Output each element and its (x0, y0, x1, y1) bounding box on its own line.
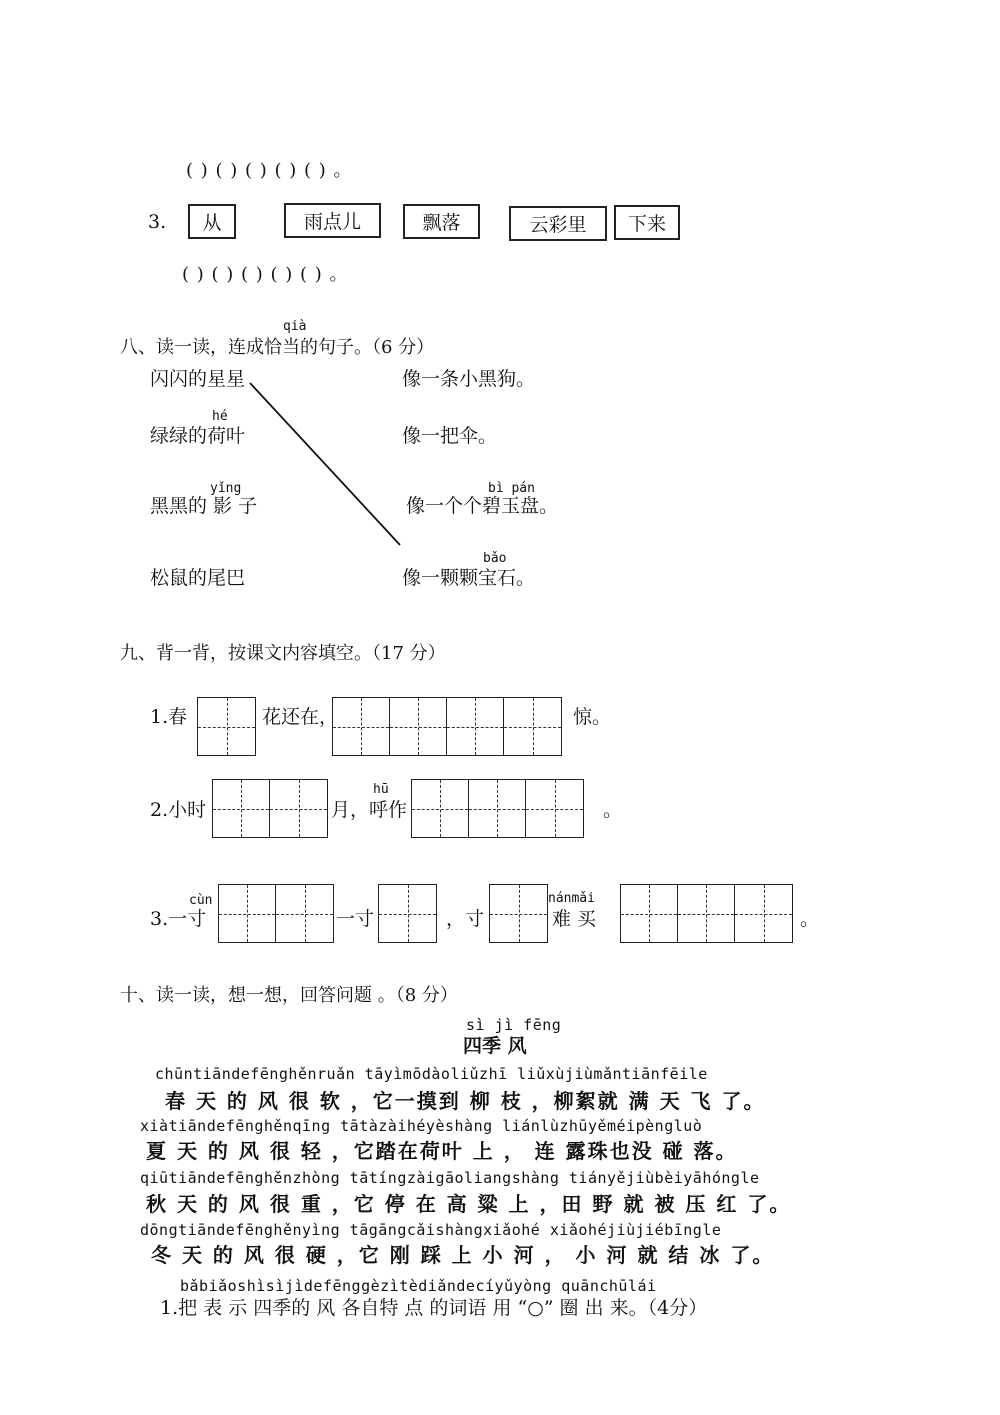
q9-1-grid-a[interactable] (197, 697, 256, 756)
word-card-2[interactable]: 雨点儿 (284, 203, 381, 238)
grid-cell[interactable] (333, 698, 390, 755)
left-item-2-pinyin: hé (212, 409, 228, 424)
left-item-2[interactable]: 绿绿的荷叶 (150, 425, 246, 447)
q9-1-grid-b[interactable] (332, 697, 562, 756)
heading-char-pinyin: qià (283, 319, 307, 334)
grid-cell[interactable] (490, 885, 547, 942)
grid-cell[interactable] (447, 698, 504, 755)
answer-row-1[interactable]: ( ) ( ) ( ) ( ) ( ) 。 (186, 160, 353, 181)
q9-3-grid-c[interactable] (489, 884, 548, 943)
poem-title-pinyin: sì jì fēng (466, 1016, 562, 1034)
q9-3-mid3: 难 买 (552, 908, 597, 930)
poem-line-4: 冬 天 的 风 很 硬 ，它 刚 踩 上 小 河 ， 小 河 就 结 冰 了。 (151, 1243, 775, 1267)
grid-cell[interactable] (621, 885, 678, 942)
section-10-heading: 十、读一读，想一想，回答问题 。（8 分） (120, 985, 458, 1006)
grid-cell[interactable] (526, 780, 583, 837)
right-item-2[interactable]: 像一把伞。 (402, 425, 498, 447)
q9-1-suffix: 惊。 (573, 706, 612, 728)
left-item-3-pinyin: yǐng (210, 481, 242, 496)
q9-2-grid-b[interactable] (411, 779, 584, 838)
left-item-4[interactable]: 松鼠的尾巴 (150, 567, 246, 589)
grid-cell[interactable] (219, 885, 276, 942)
q9-2-suffix: 。 (603, 799, 623, 821)
right-item-3-pinyin: bì pán (488, 481, 535, 496)
q9-3-suffix: 。 (800, 908, 820, 930)
q9-3-grid-a[interactable] (218, 884, 334, 943)
q9-2-middle: 月，呼作 (331, 799, 408, 821)
question-1-pinyin: bǎbiǎoshìsìjìdefēnggèzìtèdiǎndecíyǔyòng quānchūlái (180, 1277, 657, 1295)
q3-label: 3. (148, 211, 167, 233)
question-1: 1.把 表 示 四季的 风 各自特 点 的词语 用 “○” 圈 出 来。（4分） (160, 1297, 708, 1319)
q9-2-middle-pinyin: hū (373, 782, 389, 797)
q9-1-middle: 花还在， (262, 706, 339, 728)
q9-3-mid1: 一寸 (336, 908, 375, 930)
grid-cell[interactable] (213, 780, 270, 837)
q9-3-grid-d[interactable] (620, 884, 793, 943)
poem-line-3: 秋 天 的 风 很 重 ，它 停 在 高 粱 上 ，田 野 就 被 压 红 了。 (146, 1192, 792, 1216)
q9-2-grid-a[interactable] (212, 779, 328, 838)
grid-cell[interactable] (469, 780, 526, 837)
right-item-3[interactable]: 像一个个碧玉盘。 (406, 495, 559, 517)
q9-3-prefix: 3.一寸 (150, 908, 207, 930)
grid-cell[interactable] (412, 780, 469, 837)
poem-line-2: 夏 天 的 风 很 轻 ，它踏在荷叶 上 ， 连 露珠也没 碰 落。 (146, 1139, 738, 1163)
answer-row-2[interactable]: ( ) ( ) ( ) ( ) ( ) 。 (182, 264, 349, 285)
grid-cell[interactable] (379, 885, 436, 942)
left-item-3[interactable]: 黑黑的 影 子 (150, 495, 258, 517)
heading-char: 恰 (264, 337, 282, 358)
q9-3-mid2: ，寸 (446, 908, 485, 930)
q9-3-grid-b[interactable] (378, 884, 437, 943)
q9-3-prefix-pinyin: cùn (189, 893, 213, 908)
grid-cell[interactable] (678, 885, 735, 942)
poem-line-2-pinyin: xiàtiāndefēnghěnqīng tātàzàihéyèshàng liánlùzhūyěméipèngluò (140, 1117, 703, 1135)
word-card-4[interactable]: 云彩里 (509, 206, 607, 241)
heading-pre: 八、读一读，连成 (120, 337, 264, 358)
q9-3-mid3-pinyin: nánmǎi (548, 891, 595, 906)
right-item-4-pinyin: bǎo (483, 551, 507, 566)
poem-title: 四季 风 (463, 1035, 527, 1057)
grid-cell[interactable] (270, 780, 327, 837)
grid-cell[interactable] (390, 698, 447, 755)
section-9-heading: 九、背一背，按课文内容填空。（17 分） (120, 643, 446, 664)
grid-cell[interactable] (276, 885, 333, 942)
heading-post: 当的句子。（6 分） (282, 337, 435, 358)
right-item-4[interactable]: 像一颗颗宝石。 (402, 567, 536, 589)
grid-cell[interactable] (735, 885, 792, 942)
q9-2-prefix: 2.小时 (150, 799, 207, 821)
poem-line-1: 春 天 的 风 很 软 ，它一摸到 柳 枝 ，柳絮就 满 天 飞 了。 (165, 1089, 766, 1113)
word-card-1[interactable]: 从 (188, 204, 236, 239)
grid-cell[interactable] (198, 698, 255, 755)
poem-line-3-pinyin: qiūtiāndefēnghěnzhòng tātíngzàigāoliangshàng tiányějiùbèiyāhóngle (140, 1169, 760, 1187)
word-card-3[interactable]: 飘落 (403, 204, 480, 239)
grid-cell[interactable] (504, 698, 561, 755)
q9-1-prefix: 1.春 (150, 706, 188, 728)
matching-line (250, 383, 400, 545)
poem-line-4-pinyin: dōngtiāndefēnghěnyìng tāgāngcǎishàngxiǎohé xiǎohéjiùjiébīngle (140, 1221, 722, 1239)
left-item-1[interactable]: 闪闪的星星 (150, 368, 246, 390)
poem-line-1-pinyin: chūntiāndefēnghěnruǎn tāyìmōdàoliǔzhī liǔxùjiùmǎntiānfēile (155, 1065, 708, 1083)
right-item-1[interactable]: 像一条小黑狗。 (402, 368, 536, 390)
word-card-5[interactable]: 下来 (614, 205, 680, 240)
